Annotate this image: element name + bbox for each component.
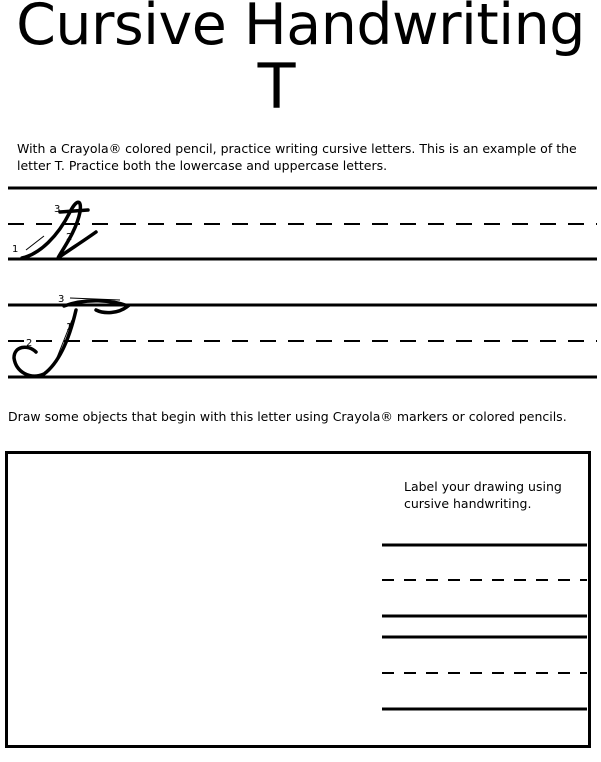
uppercase-t-example <box>14 298 128 376</box>
uppercase-stroke-1: 1 <box>66 322 73 333</box>
lowercase-stroke-1: 1 <box>12 244 19 255</box>
letter-heading: T <box>257 50 296 123</box>
page-title: Cursive Handwriting <box>16 0 585 58</box>
uppercase-practice-row <box>8 305 597 377</box>
drawing-instructions: Draw some objects that begin with this letter using Crayola® markers or colored pencils. <box>8 409 567 424</box>
uppercase-stroke-2: 2 <box>26 338 33 349</box>
lowercase-stroke-2: 2 <box>66 232 73 243</box>
intro-instructions: With a Crayola® colored pencil, practice writing cursive letters. This is an example of the letter T. Practice both the lowercase and uppercase letters. <box>17 141 577 173</box>
lowercase-stroke-3: 3 <box>54 204 61 215</box>
lowercase-practice-row <box>8 188 597 259</box>
uppercase-stroke-3: 3 <box>58 294 65 305</box>
label-instructions: Label your drawing using cursive handwriting. <box>404 479 562 511</box>
